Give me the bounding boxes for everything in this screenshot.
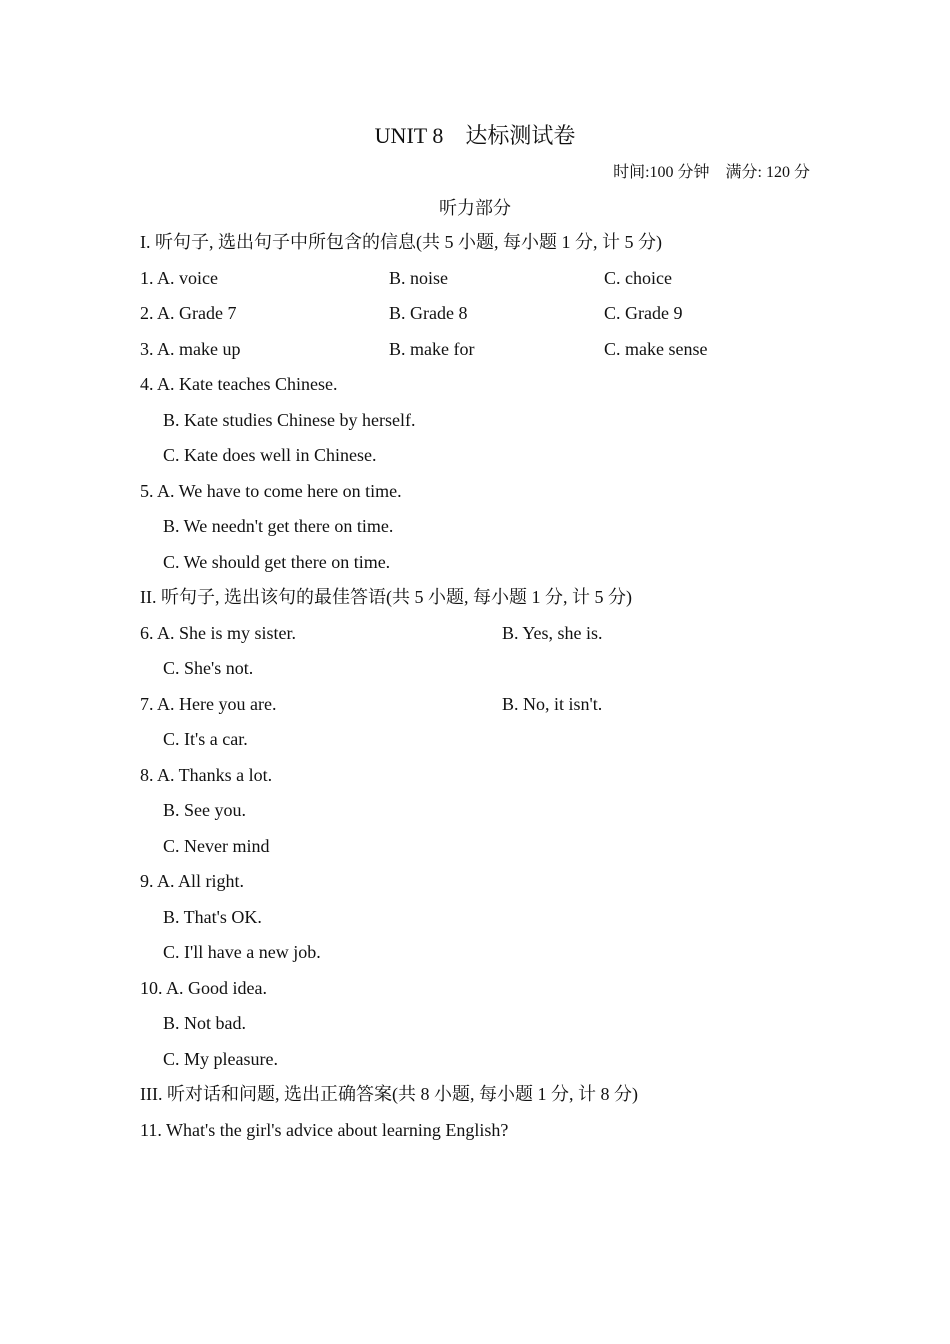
question-row <box>140 299 810 335</box>
option-a: 8. A. Thanks a lot. <box>140 764 273 785</box>
question-row <box>140 619 810 655</box>
section-heading: I. 听句子, 选出句子中所包含的信息(共 5 小题, 每小题 1 分, 计 5 分) <box>140 232 662 252</box>
option-c: C. It's a car. <box>163 729 248 749</box>
option-c: C. Grade 9 <box>604 303 683 323</box>
question-row <box>140 974 810 1010</box>
option-row <box>140 725 810 761</box>
option-row <box>140 441 810 477</box>
option-a: 3. A. make up <box>140 338 241 359</box>
option-row <box>140 512 810 548</box>
option-a: 4. A. Kate teaches Chinese. <box>140 374 338 394</box>
option-row <box>140 938 810 974</box>
option-c: C. make sense <box>604 338 708 359</box>
option-row <box>140 406 810 442</box>
option-row <box>140 903 810 939</box>
option-b: B. That's OK. <box>163 906 262 927</box>
option-c: C. Kate does well in Chinese. <box>163 445 377 465</box>
question-row <box>140 1116 810 1152</box>
option-a: 9. A. All right. <box>140 871 245 891</box>
part-title: 听力部分 <box>439 198 511 218</box>
question-row <box>140 690 810 726</box>
page-title: UNIT 8 达标测试卷 <box>374 123 576 148</box>
option-a: 1. A. voice <box>140 267 218 288</box>
question-row <box>140 477 810 513</box>
exam-meta: 时间:100 分钟 满分: 120 分 <box>613 164 810 181</box>
option-b: B. We needn't get there on time. <box>163 516 394 536</box>
option-a: 6. A. She is my sister. <box>140 622 297 643</box>
option-row <box>140 654 810 690</box>
question-row <box>140 264 810 300</box>
option-a: 7. A. Here you are. <box>140 693 277 714</box>
option-c: C. We should get there on time. <box>163 551 391 572</box>
question-row <box>140 370 810 406</box>
option-b: B. Kate studies Chinese by herself. <box>163 409 416 430</box>
option-c: C. choice <box>604 267 672 288</box>
option-a: 10. A. Good idea. <box>140 977 267 998</box>
option-a: 2. A. Grade 7 <box>140 303 237 323</box>
option-row <box>140 1045 810 1081</box>
option-b: B. make for <box>389 338 475 359</box>
option-b: B. See you. <box>163 800 246 820</box>
option-c: C. She's not. <box>163 658 254 678</box>
option-b: B. Grade 8 <box>389 303 468 323</box>
question-row <box>140 335 810 371</box>
question-body <box>140 228 810 1151</box>
option-row <box>140 796 810 832</box>
option-b: B. noise <box>389 267 449 288</box>
option-c: C. My pleasure. <box>163 1048 278 1069</box>
option-b: B. Yes, she is. <box>502 622 603 643</box>
option-a: 5. A. We have to come here on time. <box>140 480 402 501</box>
question-text: 11. What's the girl's advice about learning English? <box>140 1119 509 1140</box>
option-row <box>140 832 810 868</box>
option-row <box>140 548 810 584</box>
section-heading: III. 听对话和问题, 选出正确答案(共 8 小题, 每小题 1 分, 计 8 分) <box>140 1084 638 1104</box>
section-heading: II. 听句子, 选出该句的最佳答语(共 5 小题, 每小题 1 分, 计 5 分) <box>140 587 632 607</box>
question-row <box>140 867 810 903</box>
option-c: C. Never mind <box>163 835 270 856</box>
question-row <box>140 761 810 797</box>
exam-page <box>140 0 810 1344</box>
option-b: B. No, it isn't. <box>502 693 603 714</box>
option-c: C. I'll have a new job. <box>163 942 321 962</box>
option-row <box>140 1009 810 1045</box>
option-b: B. Not bad. <box>163 1013 246 1033</box>
